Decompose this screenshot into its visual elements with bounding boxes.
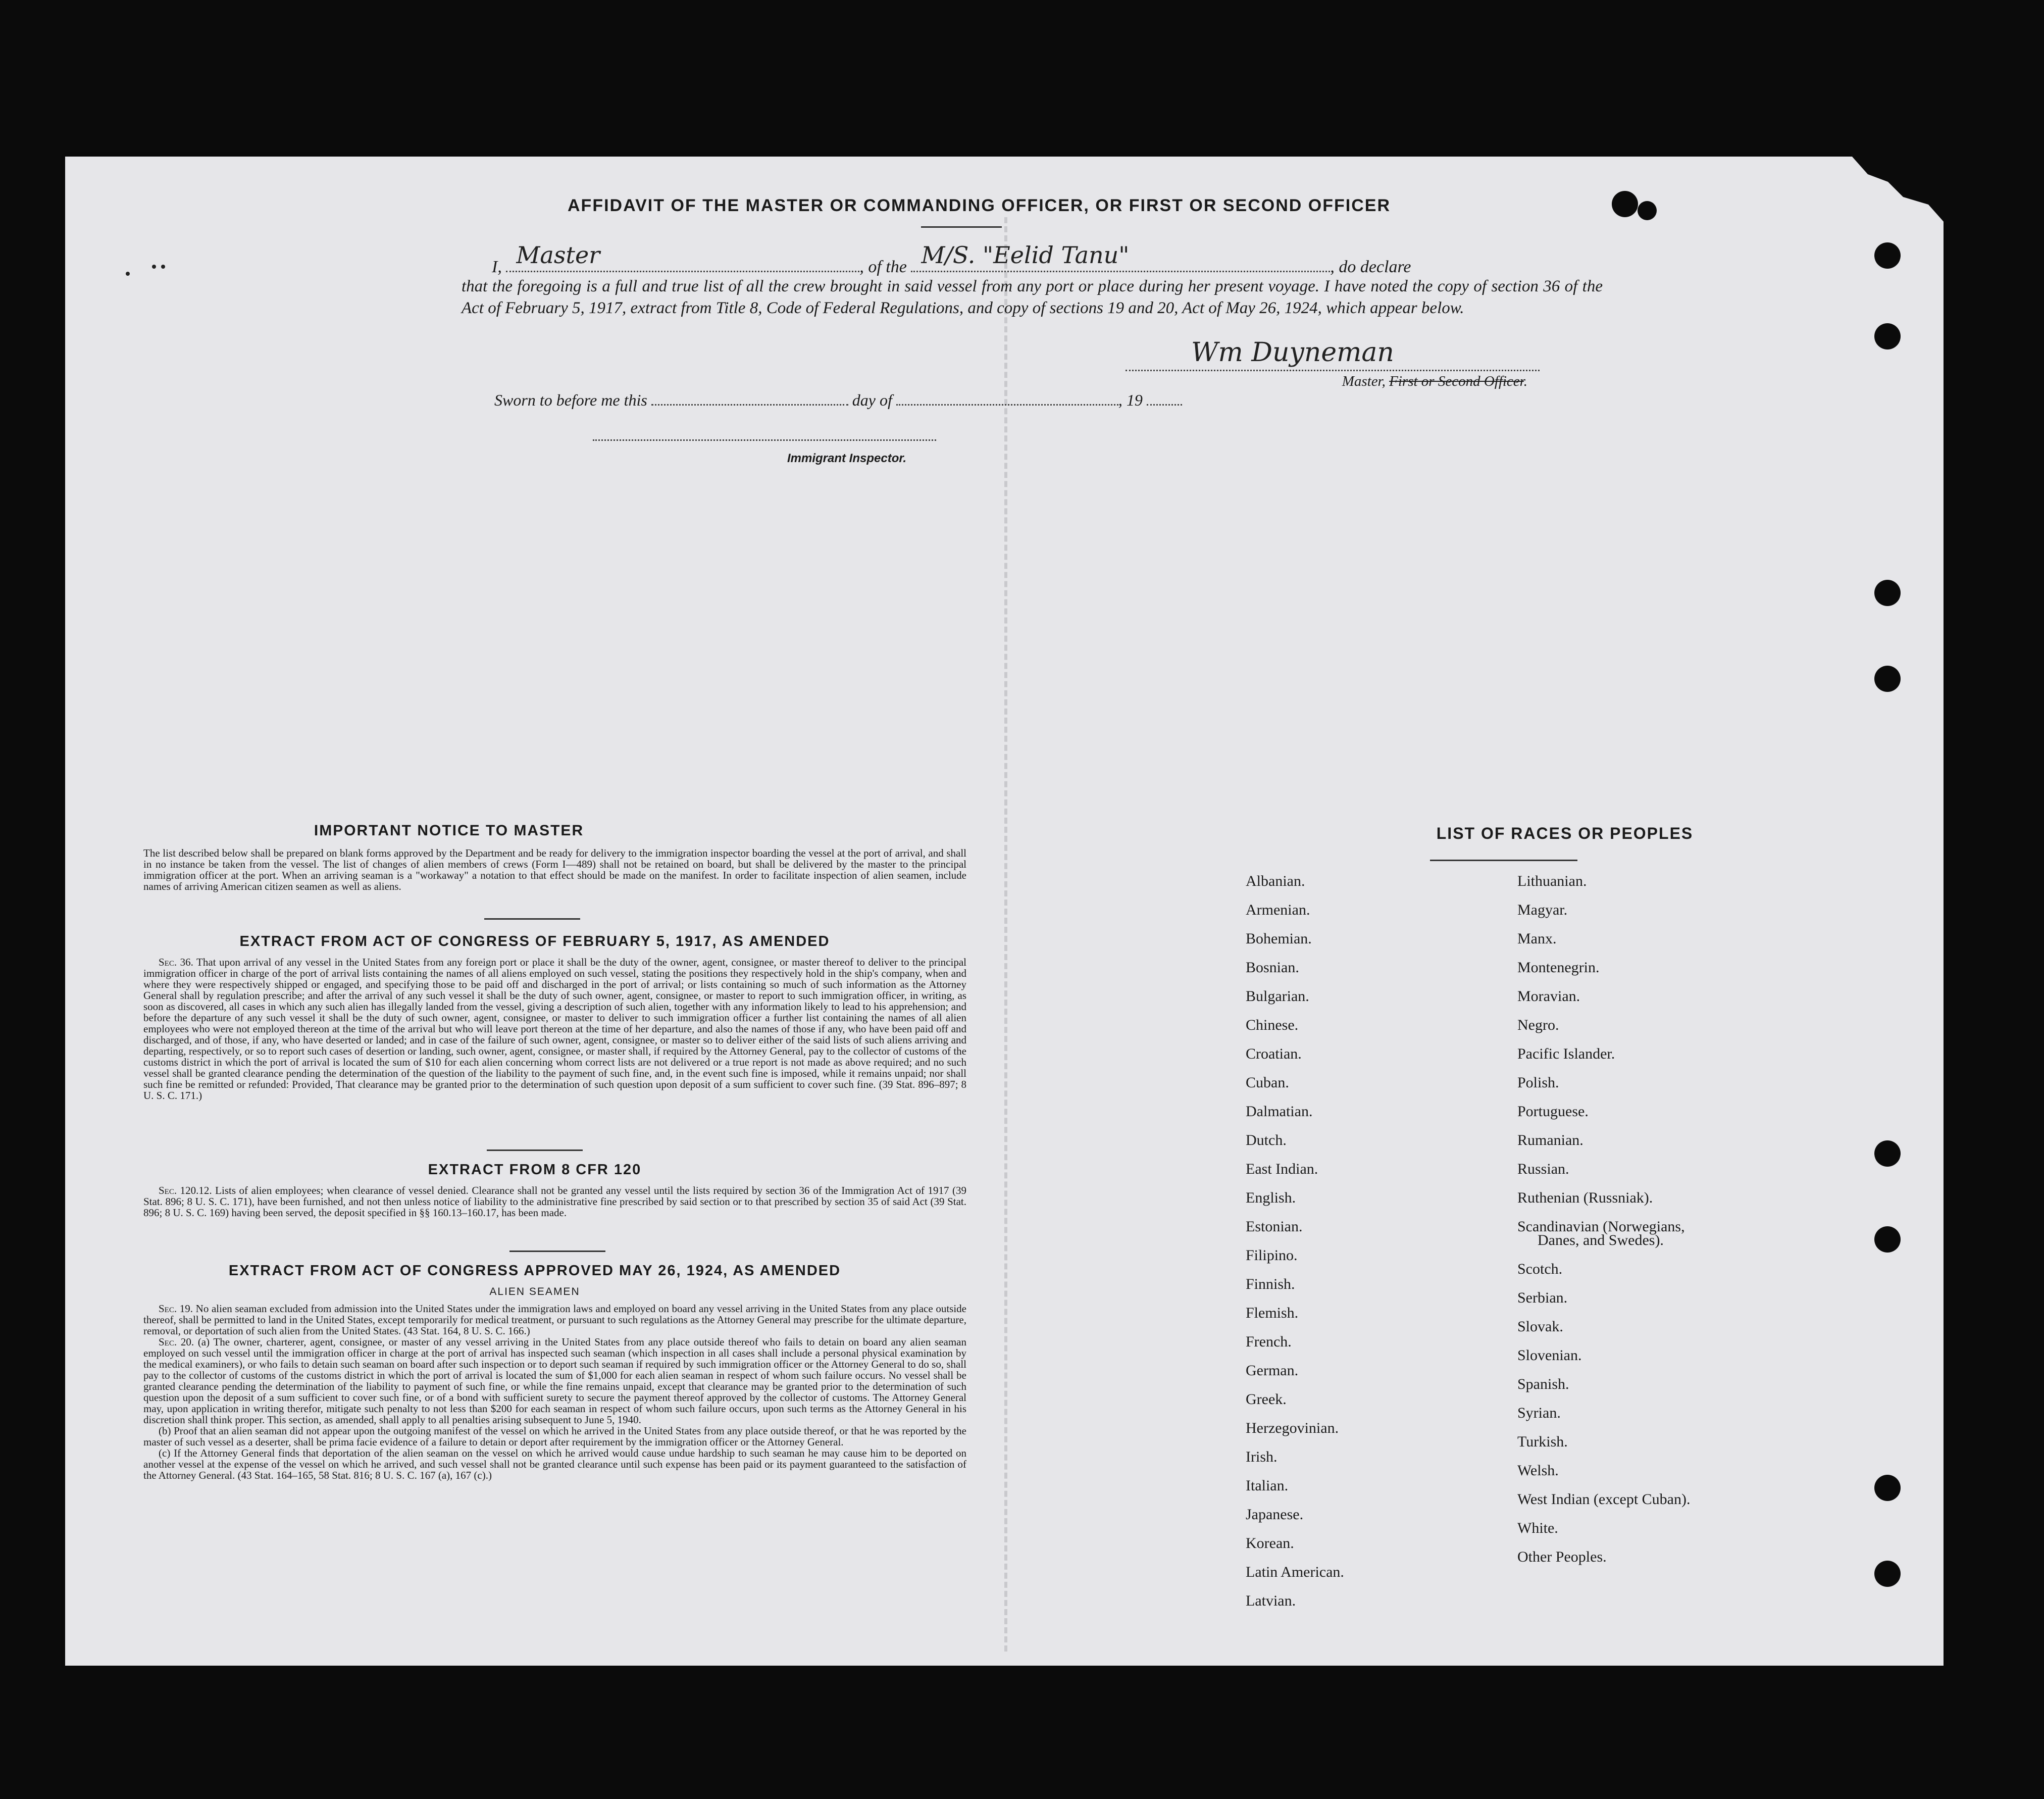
sec-36-label: Sec. 36.	[159, 956, 193, 968]
race-item: Scotch.	[1517, 1261, 1563, 1277]
race-item: Greek.	[1246, 1391, 1287, 1408]
inspector-signature-field	[593, 439, 936, 441]
race-item: Flemish.	[1246, 1305, 1299, 1321]
signature-field	[1126, 337, 1540, 371]
sec-19-text: No alien seaman excluded from admission into the United States under the immigration laws and employed on board any vessel arriving in the United States from any place outside thereof, shall be permitted to land in the United States, except temporarily for medical treatment, or pursuant to such regulations as the Attorney General may prescribe for the ultimate departure, removal, or deportation of such alien from the United States. (43 Stat. 164, 8 U. S. C. 166.)	[143, 1303, 966, 1337]
race-item: Bulgarian.	[1246, 988, 1309, 1005]
punch-hole	[1874, 666, 1901, 692]
race-item: East Indian.	[1246, 1161, 1318, 1177]
fold-crease	[1004, 217, 1007, 1652]
race-item: Rumanian.	[1517, 1132, 1583, 1148]
race-item: Slovak.	[1517, 1318, 1563, 1335]
race-item: Moravian.	[1517, 988, 1580, 1005]
race-item: Polish.	[1517, 1074, 1559, 1091]
alien-seamen-subtitle: ALIEN SEAMEN	[489, 1286, 580, 1297]
race-item: Portuguese.	[1517, 1103, 1589, 1120]
race-item: Croatian.	[1246, 1045, 1302, 1062]
sec-20-b-text: (b) Proof that an alien seaman did not appear upon the outgoing manifest of the vessel on which he arrived in the United States from any place outside thereof, or that he was reported by the master of such vessel as a deserter, shall be prima facie evidence of a failure to detain or deport after requirement by the immigration officer or the Attorney General.	[143, 1425, 966, 1448]
races-title-rule	[1430, 860, 1577, 861]
punch-hole	[1874, 1475, 1901, 1501]
section-rule	[484, 918, 580, 920]
caption-struck-officer: First or Second Officer	[1389, 373, 1524, 389]
caption-master: Master,	[1342, 373, 1386, 389]
sec-20-label: Sec. 20.	[159, 1336, 194, 1348]
inspector-caption: Immigrant Inspector.	[787, 452, 907, 465]
race-item: White.	[1517, 1520, 1558, 1536]
race-item: Pacific Islander.	[1517, 1045, 1615, 1062]
sec-19-label: Sec. 19.	[159, 1303, 193, 1315]
punch-hole	[1874, 1226, 1901, 1253]
race-item: Estonian.	[1246, 1218, 1303, 1235]
vessel-name-value: M/S. "Eelid Tanu"	[921, 241, 1130, 269]
race-item: Turkish.	[1517, 1433, 1568, 1450]
signature-caption	[1126, 373, 1540, 390]
sec-120-12-label: Sec. 120.12.	[159, 1184, 212, 1196]
declarant-name-value: Master	[516, 241, 600, 269]
punch-hole	[1874, 242, 1901, 269]
race-item: Serbian.	[1517, 1289, 1568, 1306]
notice-title: IMPORTANT NOTICE TO MASTER	[314, 822, 584, 839]
sec-20-paragraph	[143, 1336, 966, 1425]
race-item: Dalmatian.	[1246, 1103, 1313, 1120]
affidavit-paragraph: that the foregoing is a full and true list of all the crew brought in said vessel from any port or place during her present voyage. I have noted the copy of section 36 of the Act of February 5, 1917, extract from Title 8, Code of Federal Regulations, and copy of sections 19 and 20, Act of May 26, 1924, which appear below.	[462, 277, 1603, 317]
declarant-line	[492, 241, 1411, 277]
race-item: Ruthenian (Russniak).	[1517, 1189, 1653, 1206]
race-item: French.	[1246, 1333, 1292, 1350]
extract-1917-body	[143, 957, 966, 1101]
speck	[152, 265, 156, 269]
race-item: Dutch.	[1246, 1132, 1287, 1148]
of-the-label: , of the	[859, 258, 907, 276]
sec-20-b-paragraph	[143, 1425, 966, 1447]
race-item: Japanese.	[1246, 1506, 1304, 1523]
race-item: Syrian.	[1517, 1405, 1561, 1421]
sec-120-12-text: Lists of alien employees; when clearance of vessel denied. Clearance shall not be granted any vessel until the lists required by section 36 of the Immigration Act of 1917 (39 Stat. 896; 8 U. S. C. 171), have been furnished, and not then unless notice of liability to the administrative fine prescribed by said section or to that prescribed by section 35 of said Act (39 Stat. 896; 8 U. S. C. 169) having been served, the deposit specified in §§ 160.13–160.17, has been made.	[143, 1184, 966, 1219]
punch-hole	[1874, 580, 1901, 606]
document-sheet	[65, 157, 1944, 1666]
declarant-name-field	[506, 241, 859, 272]
race-item: Manx.	[1517, 930, 1557, 947]
race-item: Welsh.	[1517, 1462, 1559, 1479]
race-item: Magyar.	[1517, 902, 1568, 918]
affidavit-title: AFFIDAVIT OF THE MASTER OR COMMANDING OFFICER, OR FIRST OR SECOND OFFICER	[568, 196, 1391, 215]
punch-hole	[1874, 1561, 1901, 1587]
sworn-label: Sworn to before me this	[494, 391, 647, 409]
race-item: Latvian.	[1246, 1592, 1296, 1609]
extract-1924-title: EXTRACT FROM ACT OF CONGRESS APPROVED MAY 26, 1924, AS AMENDED	[228, 1263, 841, 1279]
title-rule	[921, 226, 1002, 228]
signature-value: Wm Duyneman	[1191, 337, 1394, 368]
race-item: English.	[1246, 1189, 1296, 1206]
race-item: Danes, and Swedes).	[1538, 1232, 1664, 1248]
race-item: Chinese.	[1246, 1017, 1299, 1033]
race-item: Lithuanian.	[1517, 873, 1587, 889]
sworn-day-field	[651, 389, 848, 406]
race-item: Other Peoples.	[1517, 1548, 1607, 1565]
race-item: Cuban.	[1246, 1074, 1289, 1091]
race-item: Montenegrin.	[1517, 959, 1600, 976]
sec-20-c-text: (c) If the Attorney General finds that deportation of the alien seaman on the vessel on which he arrived would cause undue hardship to such seaman he may cause him to be deported on another vessel at the expense of the vessel on which he arrived, and such vessel shall not be granted clearance until such expense has been paid or its payment guaranteed to the satisfaction of the Attorney General. (43 Stat. 164–165, 58 Stat. 816; 8 U. S. C. 167 (a), 167 (c).)	[143, 1447, 966, 1481]
notice-body: The list described below shall be prepared on blank forms approved by the Department and be ready for delivery to the immigration inspector boarding the vessel at the port of arrival, and shall in no instance be taken from the vessel. The list of changes of alien members of crews (Form I—489) shall not be retained on board, but shall be delivered by the master to the principal immigration officer at the port. When an arriving seaman is a "workaway" a notation to that effect should be made on the manifest. In order to facilitate inspection of alien seamen, include names of arriving American citizen seamen as well as aliens.	[143, 847, 966, 892]
speck	[161, 265, 165, 269]
race-item: Russian.	[1517, 1161, 1569, 1177]
race-item: Filipino.	[1246, 1247, 1298, 1264]
year-label: , 19	[1118, 391, 1143, 409]
caption-period: .	[1523, 373, 1527, 389]
torn-corner	[1848, 152, 1949, 227]
race-item: Herzegovinian.	[1246, 1420, 1339, 1436]
signature-block	[1126, 337, 1540, 390]
race-item: Bosnian.	[1246, 959, 1299, 976]
day-of-label: day of	[852, 391, 892, 409]
race-item: Bohemian.	[1246, 930, 1312, 947]
extract-1924-body	[143, 1303, 966, 1481]
punch-hole	[1874, 1140, 1901, 1167]
race-item: West Indian (except Cuban).	[1517, 1491, 1691, 1508]
speck	[126, 272, 130, 276]
race-item: Scandinavian (Norwegians,	[1517, 1218, 1685, 1235]
extract-cfr-body	[143, 1185, 966, 1218]
sworn-line	[494, 389, 1182, 410]
race-item: German.	[1246, 1362, 1299, 1379]
race-item: Slovenian.	[1517, 1347, 1582, 1364]
sec-20-text: (a) The owner, charterer, agent, consignee, or master of any vessel arriving in the United States from any place outside thereof who fails to detain on board any alien seaman employed on such vessel until the immigration officer in charge at the port of arrival has inspected such seaman (which inspection in all cases shall include a personal physical examination by the medical examiners), or who fails to detain such seaman on board after such inspection or to deport such seaman if required by such immigration officer or the Attorney General to do so, shall pay to the collector of customs of the customs district in which the port of arrival is located the sum of $1,000 for each alien seaman in respect of whom such failure occurs. No vessel shall be granted clearance pending the determination of the liability to payment of such fine, or while the fine remains unpaid, except that clearance may be granted prior to the determination of such question upon the deposit of a sum sufficient to cover such fine, or of a bond with sufficient surety to secure the payment thereof approved by the collector of customs. The Attorney General may, upon application in writing therefor, mitigate such penalty to not less than $200 for each seaman in respect of whom such failure occurs, upon such terms as the Attorney General in his discretion shall think proper. This section, as amended, shall apply to all penalties arising subsequent to June 5, 1940.	[143, 1336, 967, 1426]
race-item: Spanish.	[1517, 1376, 1569, 1392]
vessel-name-field	[911, 241, 1330, 272]
sec-36-text: That upon arrival of any vessel in the United States from any foreign port or place it shall be the duty of the owner, agent, consignee, or master thereof to deliver to the principal immigration officer in charge of the port of arrival lists containing the names of all aliens employed on such vessel, stating the positions they respectively hold in the ship's company, when and where they were respectively shipped or engaged, and specifying those to be paid off and discharged in the port of arrival; or lists containing so much of such information as the Attorney General shall by regulation prescribe; and after the arrival of any such vessel it shall be the duty of such owner, agent, consignee, or master to report to such immigration officer, in writing, as soon as discovered, all cases in which any such alien has illegally landed from the vessel, giving a description of such alien, together with any information likely to lead to his apprehension; and before the departure of any such vessel it shall be the duty of such owner, agent, consignee, or master to deliver to such immigration officer a further list containing the names of all alien employees who were not employed thereon at the time of the arrival but who will leave port thereon at the time of her departure, and also the names of those if any, who have been paid off and discharged, and of those, if any, who have deserted or landed; and in case of the failure of such owner, agent, consignee, or master so to deliver either of the said lists of such aliens arriving and departing, respectively, or so to report such cases of desertion or landing, such owner, agent, consignee, or master shall, if required by the Attorney General, pay to the collector of customs of the customs district in which the port of arrival is located the sum of $10 for each alien concerning whom correct lists are not delivered or a true report is not made as above required; and no such vessel shall be granted clearance pending the determination of the question of the liability to the payment of such fine, and, in the event such fine is imposed, while it remains unpaid; nor shall such fine be remitted or refunded: Provided, That clearance may be granted prior to the determination of such question upon deposit of a sum sufficient to cover such fine. (39 Stat. 896–897; 8 U. S. C. 171.)	[143, 956, 966, 1102]
race-item: Armenian.	[1246, 902, 1310, 918]
sec-20-c-paragraph	[143, 1447, 966, 1481]
sworn-year-field	[1147, 389, 1182, 406]
section-rule	[509, 1251, 605, 1252]
punch-hole	[1874, 323, 1901, 349]
race-item: Albanian.	[1246, 873, 1305, 889]
do-declare-label: , do declare	[1330, 258, 1411, 276]
extract-1917-title: EXTRACT FROM ACT OF CONGRESS OF FEBRUARY 5, 1917, AS AMENDED	[239, 933, 830, 950]
race-item: Italian.	[1246, 1477, 1289, 1494]
section-rule	[487, 1150, 583, 1151]
race-item: Finnish.	[1246, 1276, 1295, 1292]
race-item: Irish.	[1246, 1448, 1278, 1465]
i-label: I,	[492, 258, 502, 276]
race-item: Korean.	[1246, 1535, 1294, 1552]
sec-19-paragraph	[143, 1303, 966, 1336]
extract-cfr-title: EXTRACT FROM 8 CFR 120	[428, 1162, 642, 1178]
races-title: LIST OF RACES OR PEOPLES	[1436, 824, 1694, 842]
race-item: Latin American.	[1246, 1564, 1344, 1580]
sworn-month-field	[896, 389, 1118, 406]
race-item: Negro.	[1517, 1017, 1559, 1033]
